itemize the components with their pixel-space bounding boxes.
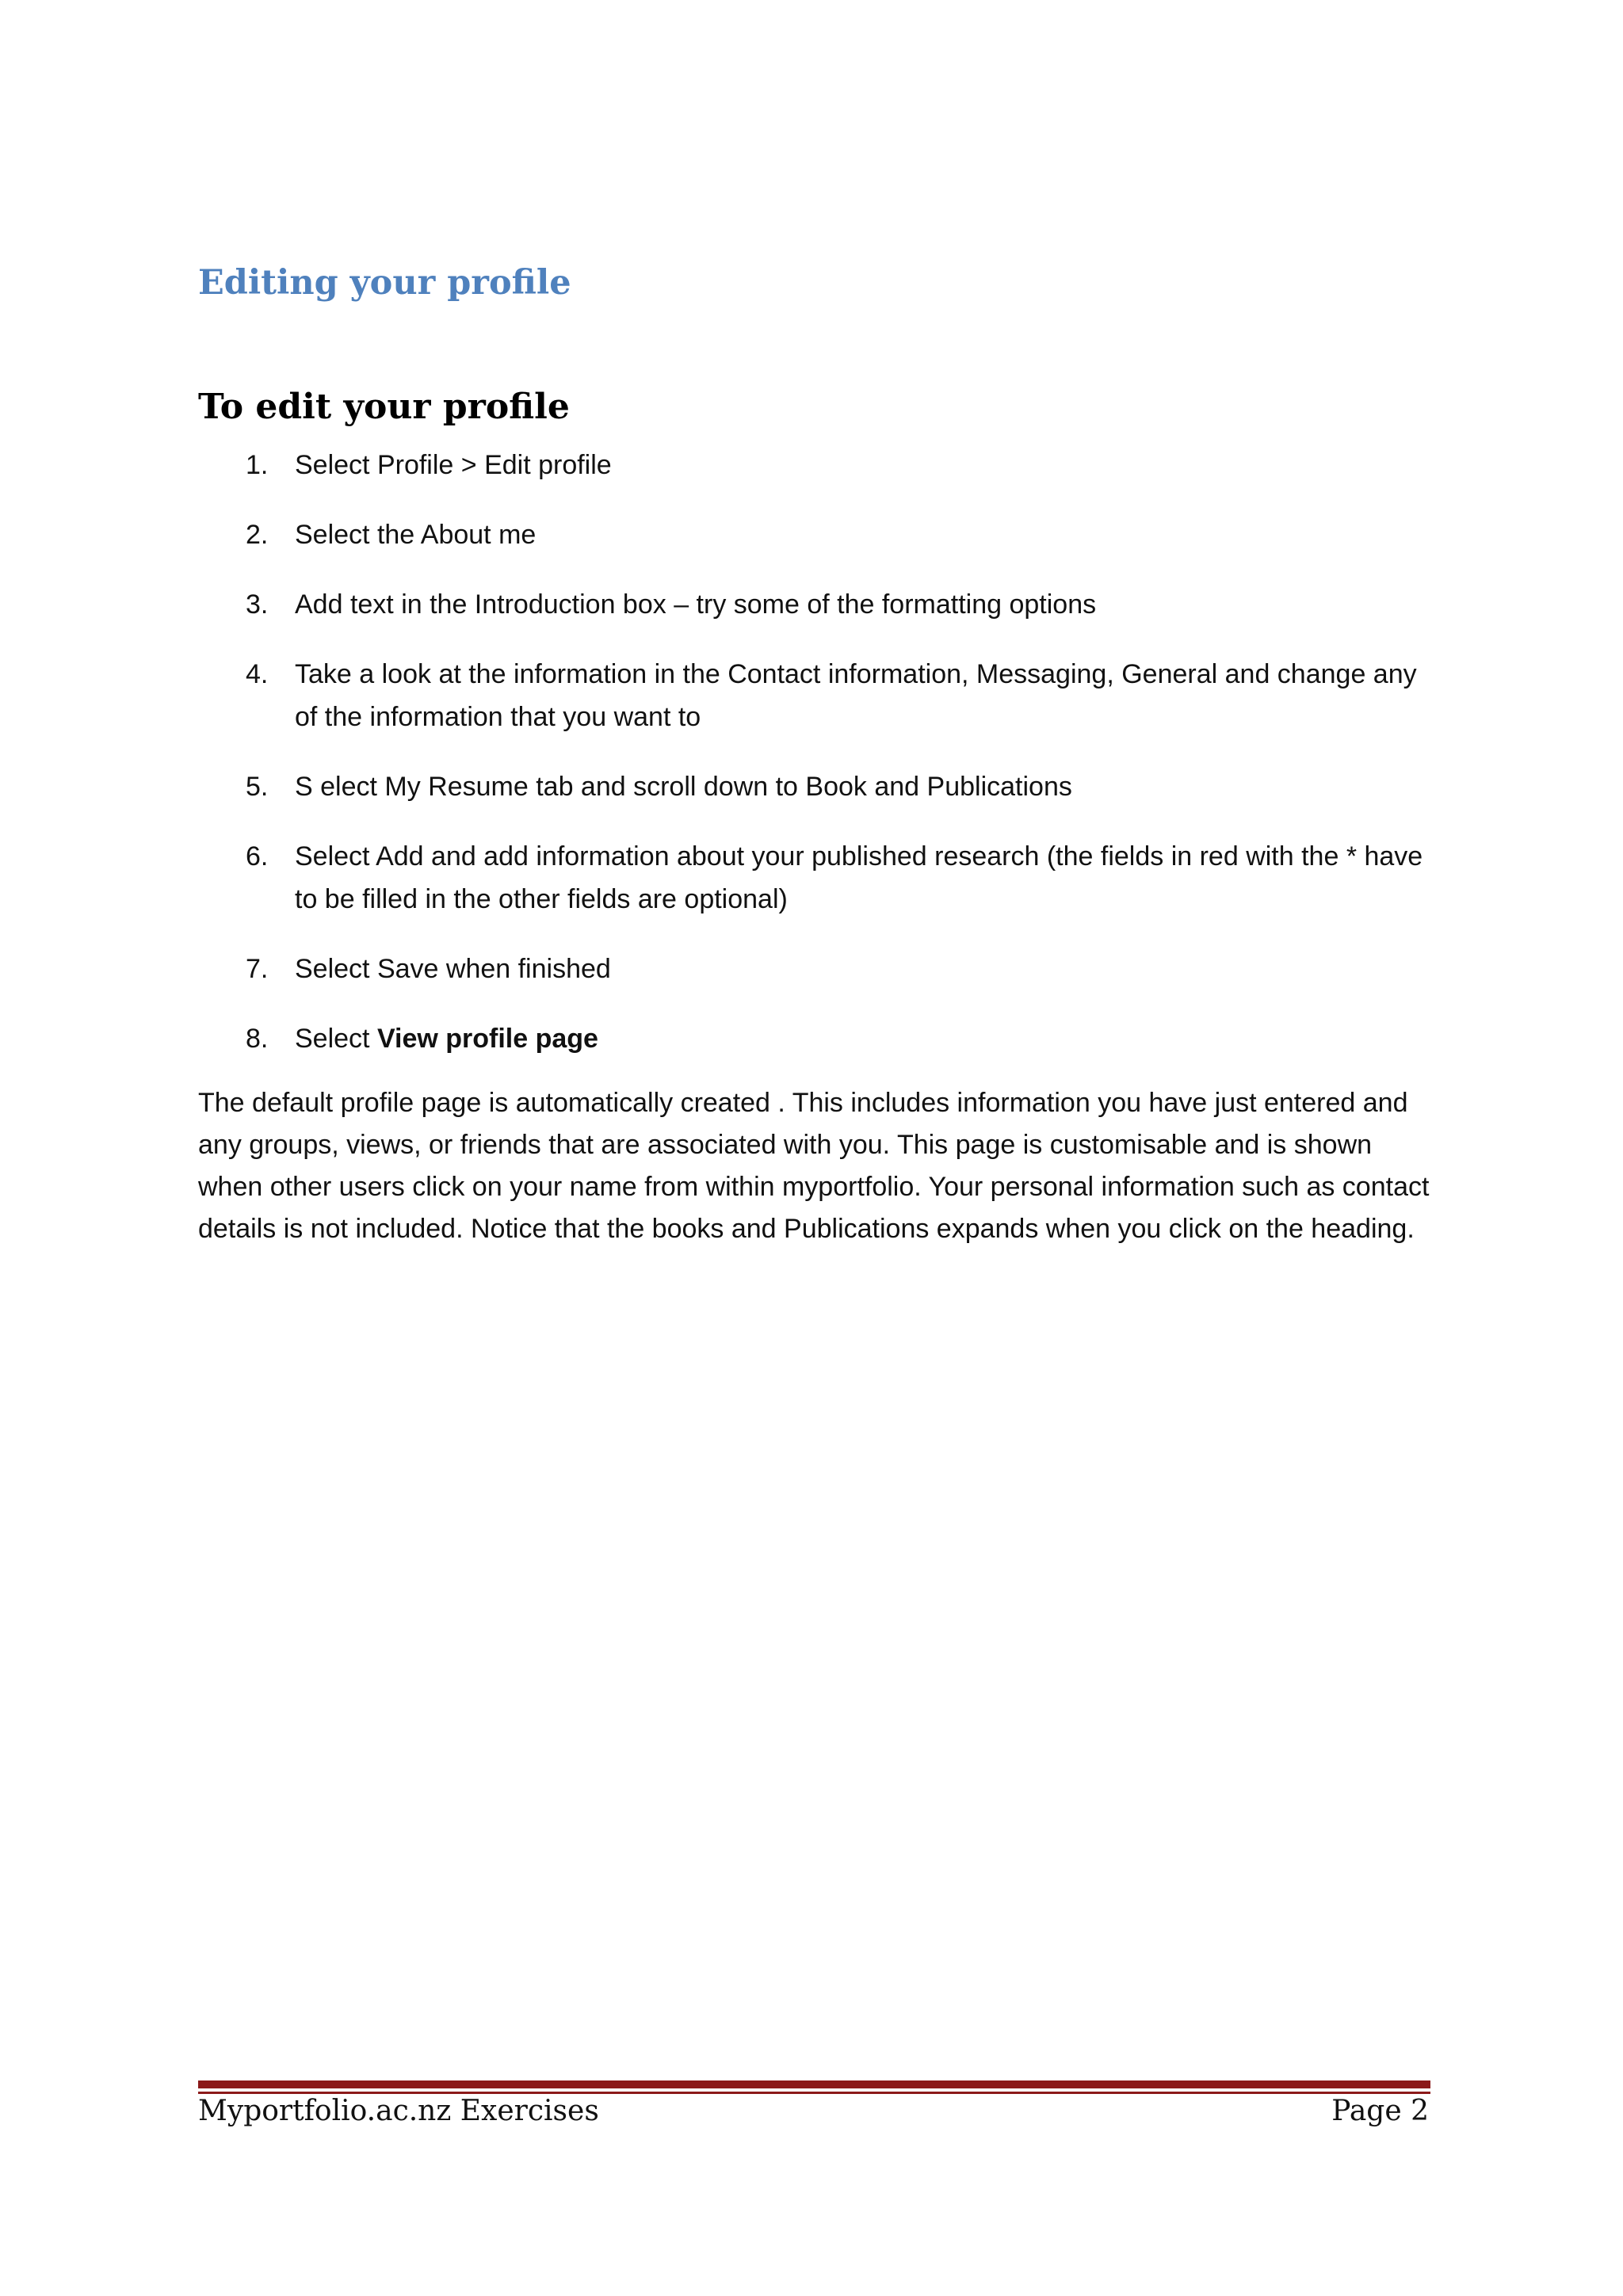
step-number: 2. xyxy=(246,520,269,550)
step-text: Select Save when finished xyxy=(295,954,611,984)
list-item xyxy=(198,513,1434,556)
step-text: Select Profile > Edit profile xyxy=(295,450,612,480)
step-text: Take a look at the information in the Contact information, Messaging, General and change any of the information that you want to xyxy=(295,659,1417,732)
list-item xyxy=(198,1017,1434,1060)
step-number: 1. xyxy=(246,450,269,480)
list-item xyxy=(198,948,1434,990)
step-bold-text: View profile page xyxy=(376,1024,598,1054)
steps-list xyxy=(198,444,1434,1087)
step-number: 6. xyxy=(246,841,269,871)
footer-rule-thick xyxy=(198,2081,1430,2088)
step-number: 8. xyxy=(246,1024,269,1054)
step-number: 5. xyxy=(246,772,269,802)
list-item xyxy=(198,653,1434,738)
step-number: 4. xyxy=(246,659,269,689)
list-item xyxy=(198,444,1434,486)
section-title: Editing your profile xyxy=(198,263,571,303)
subsection-title: To edit your profile xyxy=(198,387,570,427)
step-text: Select the About me xyxy=(295,520,537,550)
list-item xyxy=(198,835,1434,921)
step-text: Add text in the Introduction box – try some of the formatting options xyxy=(295,589,1097,620)
list-item xyxy=(198,765,1434,808)
step-text: Select xyxy=(295,1024,377,1054)
step-number: 3. xyxy=(246,589,269,620)
page-number: Page 2 xyxy=(1331,2095,1429,2127)
step-text: Select Add and add information about your published research (the fields in red with the * have to be filled in the other fields are optional) xyxy=(295,841,1423,914)
footer-title: Myportfolio.ac.nz Exercises xyxy=(198,2095,599,2127)
list-item xyxy=(198,583,1434,626)
step-number: 7. xyxy=(246,954,269,984)
step-text: S elect My Resume tab and scroll down to Book and Publications xyxy=(295,772,1072,802)
footer-rule-thin xyxy=(198,2092,1430,2094)
body-paragraph: The default profile page is automatically created . This includes information you have just entered and any groups, views, or friends that are associated with you. This page is customisable and is shown when other users click on your name from within myportfolio. Your personal information such as contact details is not included. Notice that the books and Publications expands when you click on the heading. xyxy=(198,1088,1430,1244)
